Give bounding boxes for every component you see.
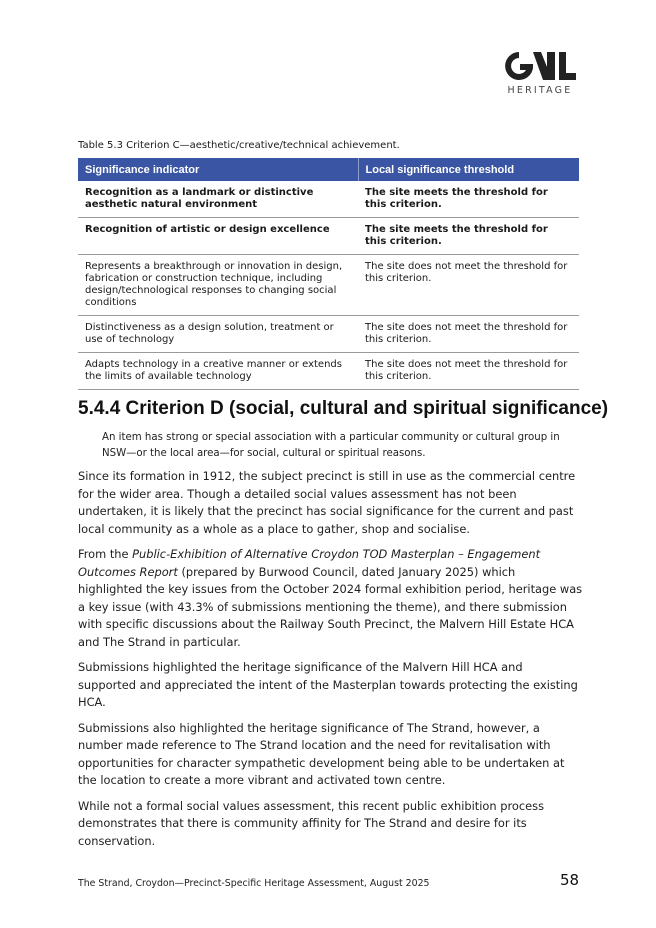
section-body: [78, 468, 583, 858]
criterion-c-table: [78, 158, 579, 390]
footer-document-title: The Strand, Croydon—Precinct-Specific Heritage Assessment, August 2025: [78, 878, 430, 889]
threshold-cell: The site does not meet the threshold for this criterion.: [358, 255, 579, 316]
report-title: Public-Exhibition of Alternative Croydon TOD Masterplan – Engagement Outcomes Report: [78, 547, 541, 579]
header-local-threshold: Local significance threshold: [358, 158, 579, 181]
table-row: [78, 316, 579, 353]
paragraph-formation: Since its formation in 1912, the subject precinct is still in use as the commercial centre for the wider area. Though a detailed social values assessment has not been undertaken, it is likely that the precinct has social significance for the current and past local community as a whole as a place to gather, shop and socialise.: [78, 469, 576, 536]
table-header-row: [78, 158, 579, 181]
paragraph-engagement-report: [78, 546, 583, 651]
section-heading: 5.4.4 Criterion D (social, cultural and spiritual significance): [78, 398, 609, 419]
logo-mark-icon: [503, 50, 577, 82]
table-caption: Table 5.3 Criterion C—aesthetic/creative/technical achievement.: [78, 140, 400, 151]
table-row: [78, 181, 579, 218]
table-row: [78, 255, 579, 316]
page-number: 58: [560, 871, 580, 889]
paragraph-prefix: From the: [78, 547, 133, 561]
threshold-cell: The site does not meet the threshold for this criterion.: [358, 316, 579, 353]
paragraph-malvern-hill: Submissions highlighted the heritage significance of the Malvern Hill HCA and supported and appreciated the intent of the Masterplan towards protecting the existing HCA.: [78, 660, 578, 709]
criterion-definition-quote: An item has strong or special association with a particular community or cultural group in NSW—or the local area—for social, cultural or spiritual reasons.: [102, 432, 560, 459]
threshold-cell: The site does not meet the threshold for this criterion.: [358, 353, 579, 390]
indicator-cell: Represents a breakthrough or innovation in design, fabrication or construction technique, including design/technological responses to changing social conditions: [78, 255, 358, 316]
indicator-cell: Recognition of artistic or design excellence: [78, 218, 358, 255]
paragraph-the-strand: Submissions also highlighted the heritage significance of The Strand, however, a number made reference to The Strand location and the need for revitalisation with opportunities for character sympathetic development being able to be undertaken at the location to create a more vibrant and activated town centre.: [78, 720, 565, 787]
threshold-cell: The site meets the threshold for this criterion.: [358, 218, 579, 255]
paragraph-rest: (prepared by Burwood Council, dated January 2025) which highlighted the key issues from the October 2024 formal exhibition period, heritage was a key issue (with 43.3% of submissions mentioning the theme), and there submission with specific discussions about the Railway South Precinct, the Malvern Hill Estate HCA and The Strand in particular.: [78, 564, 583, 649]
indicator-cell: Recognition as a landmark or distinctive aesthetic natural environment: [78, 181, 358, 218]
paragraph-conclusion: While not a formal social values assessment, this recent public exhibition process demonstrates that there is community affinity for The Strand and desire for its conservation.: [78, 798, 545, 848]
header-significance-indicator: Significance indicator: [78, 158, 358, 181]
indicator-cell: Adapts technology in a creative manner or extends the limits of available technology: [78, 353, 358, 390]
indicator-cell: Distinctiveness as a design solution, treatment or use of technology: [78, 316, 358, 353]
gml-heritage-logo: [503, 50, 577, 98]
threshold-cell: The site meets the threshold for this criterion.: [358, 181, 579, 218]
table-row: [78, 218, 579, 255]
logo-subtitle: HERITAGE: [507, 85, 573, 96]
table-row: [78, 353, 579, 390]
